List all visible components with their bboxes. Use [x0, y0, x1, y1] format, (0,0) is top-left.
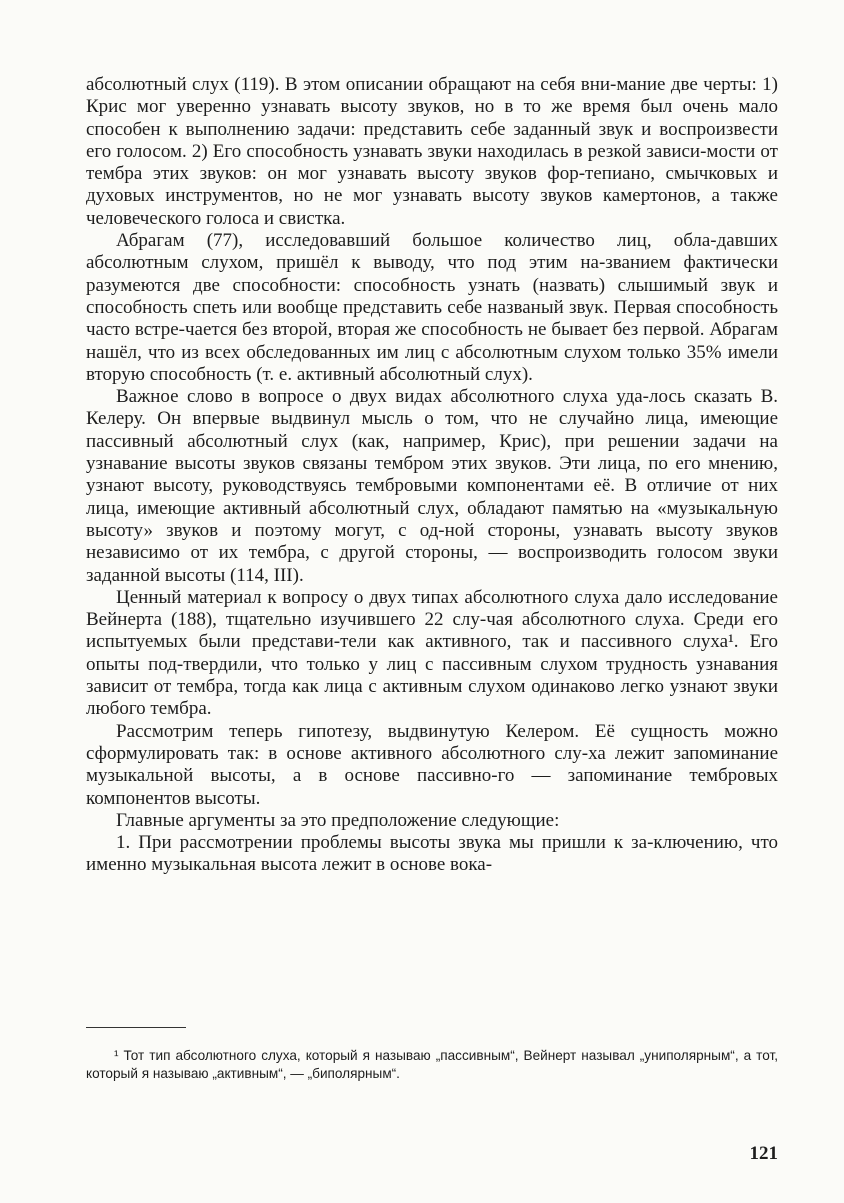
paragraph-3: Важное слово в вопросе о двух видах абсолютного слуха уда-лось сказать В. Келеру. Он впервые выдвинул мысль о том, что не случайно лица, имеющие пассивный абсолютный слух (как, например, Крис), при решении задачи на узнавание высоты звуков связаны тембром этих звуков. Эти лица, по его мнению, узнают высоту, руководствуясь тембровыми компонентами её. В отличие от них лица, имеющие активный абсолютный слух, обладают памятью на «музыкальную высоту» звуков и поэтому могут, с од-ной стороны, узнавать высоту звуков независимо от их тембра, с другой стороны, — воспроизводить голосом звуки заданной высоты (114, III). [86, 386, 778, 586]
page-number: 121 [749, 1143, 778, 1164]
paragraph-4: Ценный материал к вопросу о двух типах абсолютного слуха дало исследование Вейнерта (188), тщательно изучившего 22 слу-чая абсолютного слуха. Среди его испытуемых были представи-тели как активного, так и пассивного слуха¹. Его опыты под-твердили, что только у лиц с пассивным слухом трудность узнавания зависит от тембра, тогда как лица с активным слухом одинаково легко узнают звуки любого тембра. [86, 586, 778, 720]
page-body [86, 74, 778, 877]
footnote-divider [86, 1027, 186, 1028]
paragraph-2: Абрагам (77), исследовавший большое количество лиц, обла-давших абсолютным слухом, пришёл к выводу, что под этим на-званием фактически разумеются две способности: способность узнать (назвать) слышимый звук и способность спеть или вообще представить себе названый звук. Первая способность часто встре-чается без второй, вторая же способность не бывает без первой. Абрагам нашёл, что из всех обследованных им лиц с абсолютным слухом только 35% имели вторую способность (т. е. активный абсолютный слух). [86, 230, 778, 385]
paragraph-7: 1. При рассмотрении проблемы высоты звука мы пришли к за-ключению, что именно музыкальная высота лежит в основе вока- [86, 832, 778, 876]
paragraph-6: Главные аргументы за это предположение следующие: [116, 809, 560, 831]
footnote: ¹ Тот тип абсолютного слуха, который я называю „пассивным“, Вейнерт называл „униполярным“, а тот, который я называю „активным“, — „биполярным“. [86, 1048, 778, 1081]
paragraph-5: Рассмотрим теперь гипотезу, выдвинутую Келером. Её сущность можно сформулировать так: в основе активного абсолютного слу-ха лежит запоминание музыкальной высоты, а в основе пассивно-го — запоминание тембровых компонентов высоты. [86, 720, 778, 809]
paragraph-1: абсолютный слух (119). В этом описании обращают на себя вни-мание две черты: 1) Крис мог уверенно узнавать высоту звуков, но в то же время был очень мало способен к выполнению задачи: представить себе заданный звук и воспроизвести его голосом. 2) Его способность узнавать звуки находилась в резкой зависи-мости от тембра этих звуков: он мог узнавать высоту звуков фор-тепиано, смычковых и духовых инструментов, но не мог узнавать высоту звуков камертонов, а также человеческого голоса и свистка. [86, 74, 778, 229]
